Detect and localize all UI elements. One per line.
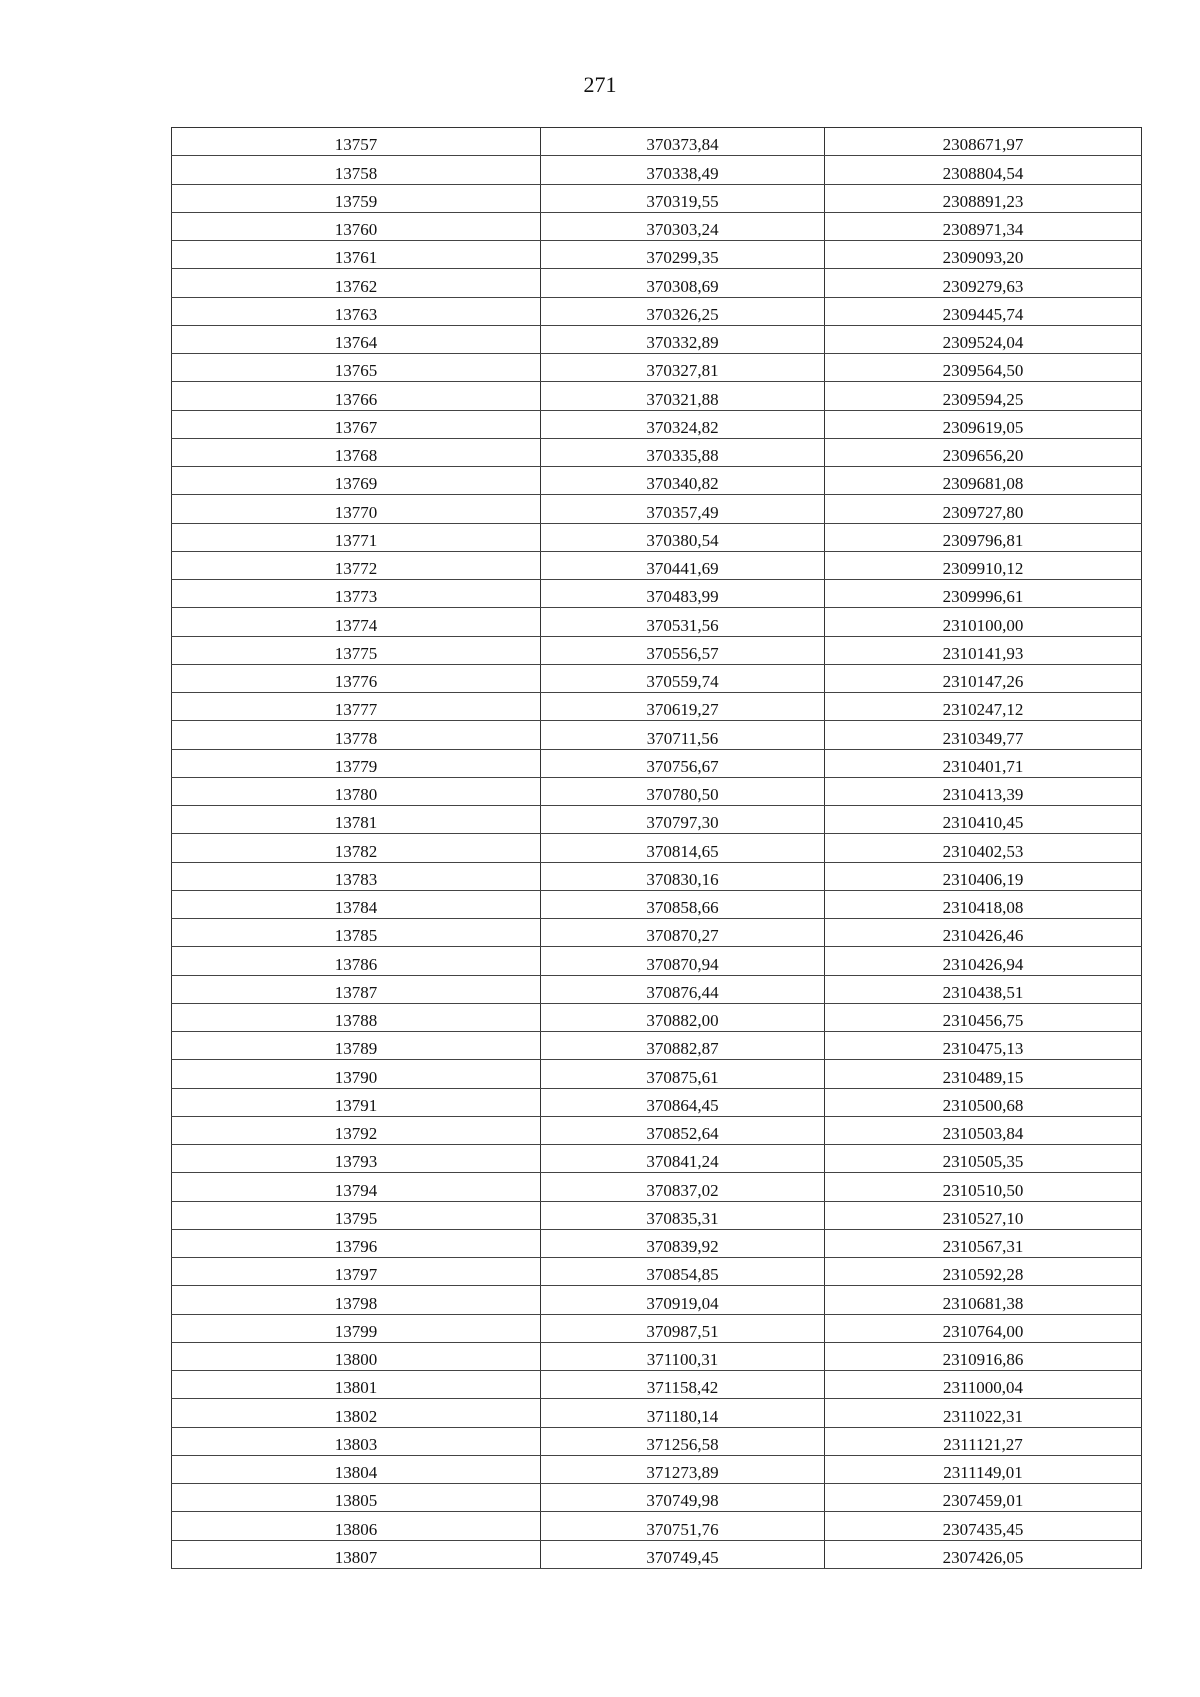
y-coordinate-cell: 2310426,94 — [825, 947, 1142, 975]
table-row — [172, 1484, 1142, 1512]
x-coordinate-cell: 370841,24 — [541, 1145, 825, 1173]
y-coordinate-cell: 2309093,20 — [825, 241, 1142, 269]
x-coordinate-cell: 371273,89 — [541, 1455, 825, 1483]
y-coordinate-cell: 2309524,04 — [825, 325, 1142, 353]
table-row — [172, 1455, 1142, 1483]
table-row — [172, 1512, 1142, 1540]
table-row — [172, 1229, 1142, 1257]
table-row — [172, 1145, 1142, 1173]
x-coordinate-cell: 370380,54 — [541, 523, 825, 551]
point-number-cell: 13764 — [172, 325, 541, 353]
x-coordinate-cell: 370303,24 — [541, 212, 825, 240]
table-row — [172, 975, 1142, 1003]
x-coordinate-cell: 370324,82 — [541, 410, 825, 438]
x-coordinate-cell: 370326,25 — [541, 297, 825, 325]
point-number-cell: 13788 — [172, 1003, 541, 1031]
table-row — [172, 1003, 1142, 1031]
point-number-cell: 13774 — [172, 608, 541, 636]
table-row — [172, 890, 1142, 918]
point-number-cell: 13786 — [172, 947, 541, 975]
x-coordinate-cell: 370837,02 — [541, 1173, 825, 1201]
table-row — [172, 241, 1142, 269]
x-coordinate-cell: 370814,65 — [541, 834, 825, 862]
point-number-cell: 13757 — [172, 128, 541, 156]
y-coordinate-cell: 2310475,13 — [825, 1032, 1142, 1060]
table-row — [172, 1342, 1142, 1370]
y-coordinate-cell: 2310489,15 — [825, 1060, 1142, 1088]
y-coordinate-cell: 2308671,97 — [825, 128, 1142, 156]
point-number-cell: 13768 — [172, 438, 541, 466]
point-number-cell: 13804 — [172, 1455, 541, 1483]
table-row — [172, 1258, 1142, 1286]
y-coordinate-cell: 2309279,63 — [825, 269, 1142, 297]
page-number: 271 — [583, 72, 617, 97]
table-row — [172, 608, 1142, 636]
x-coordinate-cell: 370321,88 — [541, 382, 825, 410]
table-row — [172, 580, 1142, 608]
table-row — [172, 693, 1142, 721]
y-coordinate-cell: 2311000,04 — [825, 1371, 1142, 1399]
x-coordinate-cell: 370882,87 — [541, 1032, 825, 1060]
table-row — [172, 128, 1142, 156]
y-coordinate-cell: 2309564,50 — [825, 354, 1142, 382]
table-row — [172, 664, 1142, 692]
y-coordinate-cell: 2310418,08 — [825, 890, 1142, 918]
y-coordinate-cell: 2310141,93 — [825, 636, 1142, 664]
point-number-cell: 13782 — [172, 834, 541, 862]
point-number-cell: 13802 — [172, 1399, 541, 1427]
point-number-cell: 13799 — [172, 1314, 541, 1342]
table-row — [172, 1286, 1142, 1314]
table-row — [172, 156, 1142, 184]
y-coordinate-cell: 2308804,54 — [825, 156, 1142, 184]
y-coordinate-cell: 2310567,31 — [825, 1229, 1142, 1257]
y-coordinate-cell: 2311022,31 — [825, 1399, 1142, 1427]
x-coordinate-cell: 370875,61 — [541, 1060, 825, 1088]
x-coordinate-cell: 371100,31 — [541, 1342, 825, 1370]
point-number-cell: 13773 — [172, 580, 541, 608]
point-number-cell: 13801 — [172, 1371, 541, 1399]
y-coordinate-cell: 2310510,50 — [825, 1173, 1142, 1201]
point-number-cell: 13805 — [172, 1484, 541, 1512]
point-number-cell: 13767 — [172, 410, 541, 438]
point-number-cell: 13769 — [172, 467, 541, 495]
point-number-cell: 13792 — [172, 1116, 541, 1144]
table-row — [172, 523, 1142, 551]
table-row — [172, 1116, 1142, 1144]
y-coordinate-cell: 2308971,34 — [825, 212, 1142, 240]
point-number-cell: 13771 — [172, 523, 541, 551]
x-coordinate-cell: 370987,51 — [541, 1314, 825, 1342]
point-number-cell: 13778 — [172, 721, 541, 749]
x-coordinate-cell: 370797,30 — [541, 806, 825, 834]
point-number-cell: 13760 — [172, 212, 541, 240]
y-coordinate-cell: 2310349,77 — [825, 721, 1142, 749]
point-number-cell: 13807 — [172, 1540, 541, 1568]
x-coordinate-cell: 370327,81 — [541, 354, 825, 382]
point-number-cell: 13789 — [172, 1032, 541, 1060]
point-number-cell: 13766 — [172, 382, 541, 410]
point-number-cell: 13803 — [172, 1427, 541, 1455]
point-number-cell: 13806 — [172, 1512, 541, 1540]
x-coordinate-cell: 370852,64 — [541, 1116, 825, 1144]
table-row — [172, 1088, 1142, 1116]
point-number-cell: 13795 — [172, 1201, 541, 1229]
point-number-cell: 13761 — [172, 241, 541, 269]
x-coordinate-cell: 371180,14 — [541, 1399, 825, 1427]
x-coordinate-cell: 370835,31 — [541, 1201, 825, 1229]
x-coordinate-cell: 370870,94 — [541, 947, 825, 975]
point-number-cell: 13796 — [172, 1229, 541, 1257]
x-coordinate-cell: 370870,27 — [541, 919, 825, 947]
table-row — [172, 1201, 1142, 1229]
x-coordinate-cell: 370319,55 — [541, 184, 825, 212]
x-coordinate-cell: 370483,99 — [541, 580, 825, 608]
x-coordinate-cell: 370441,69 — [541, 551, 825, 579]
table-row — [172, 834, 1142, 862]
y-coordinate-cell: 2310500,68 — [825, 1088, 1142, 1116]
y-coordinate-cell: 2310916,86 — [825, 1342, 1142, 1370]
x-coordinate-cell: 370839,92 — [541, 1229, 825, 1257]
y-coordinate-cell: 2311121,27 — [825, 1427, 1142, 1455]
table-row — [172, 1399, 1142, 1427]
point-number-cell: 13758 — [172, 156, 541, 184]
y-coordinate-cell: 2310406,19 — [825, 862, 1142, 890]
x-coordinate-cell: 370373,84 — [541, 128, 825, 156]
point-number-cell: 13780 — [172, 777, 541, 805]
y-coordinate-cell: 2309619,05 — [825, 410, 1142, 438]
y-coordinate-cell: 2309996,61 — [825, 580, 1142, 608]
point-number-cell: 13776 — [172, 664, 541, 692]
y-coordinate-cell: 2307435,45 — [825, 1512, 1142, 1540]
x-coordinate-cell: 370882,00 — [541, 1003, 825, 1031]
x-coordinate-cell: 370335,88 — [541, 438, 825, 466]
x-coordinate-cell: 370858,66 — [541, 890, 825, 918]
point-number-cell: 13791 — [172, 1088, 541, 1116]
y-coordinate-cell: 2310147,26 — [825, 664, 1142, 692]
x-coordinate-cell: 370559,74 — [541, 664, 825, 692]
point-number-cell: 13794 — [172, 1173, 541, 1201]
table-row — [172, 551, 1142, 579]
table-row — [172, 1540, 1142, 1568]
point-number-cell: 13797 — [172, 1258, 541, 1286]
point-number-cell: 13762 — [172, 269, 541, 297]
y-coordinate-cell: 2310456,75 — [825, 1003, 1142, 1031]
point-number-cell: 13783 — [172, 862, 541, 890]
table-row — [172, 1060, 1142, 1088]
table-row — [172, 721, 1142, 749]
table-row — [172, 297, 1142, 325]
x-coordinate-cell: 370749,45 — [541, 1540, 825, 1568]
point-number-cell: 13779 — [172, 749, 541, 777]
x-coordinate-cell: 370332,89 — [541, 325, 825, 353]
x-coordinate-cell: 370919,04 — [541, 1286, 825, 1314]
point-number-cell: 13785 — [172, 919, 541, 947]
x-coordinate-cell: 370711,56 — [541, 721, 825, 749]
x-coordinate-cell: 370876,44 — [541, 975, 825, 1003]
y-coordinate-cell: 2309727,80 — [825, 495, 1142, 523]
table-row — [172, 354, 1142, 382]
table-row — [172, 862, 1142, 890]
x-coordinate-cell: 370830,16 — [541, 862, 825, 890]
table-row — [172, 495, 1142, 523]
point-number-cell: 13770 — [172, 495, 541, 523]
table-row — [172, 410, 1142, 438]
y-coordinate-cell: 2310503,84 — [825, 1116, 1142, 1144]
table-row — [172, 947, 1142, 975]
point-number-cell: 13777 — [172, 693, 541, 721]
y-coordinate-cell: 2309656,20 — [825, 438, 1142, 466]
x-coordinate-cell: 370854,85 — [541, 1258, 825, 1286]
table-row — [172, 1173, 1142, 1201]
y-coordinate-cell: 2309681,08 — [825, 467, 1142, 495]
y-coordinate-cell: 2310402,53 — [825, 834, 1142, 862]
point-number-cell: 13759 — [172, 184, 541, 212]
point-number-cell: 13772 — [172, 551, 541, 579]
y-coordinate-cell: 2310426,46 — [825, 919, 1142, 947]
table-row — [172, 438, 1142, 466]
x-coordinate-cell: 371158,42 — [541, 1371, 825, 1399]
x-coordinate-cell: 370749,98 — [541, 1484, 825, 1512]
y-coordinate-cell: 2309796,81 — [825, 523, 1142, 551]
x-coordinate-cell: 370556,57 — [541, 636, 825, 664]
table-row — [172, 1032, 1142, 1060]
y-coordinate-cell: 2309594,25 — [825, 382, 1142, 410]
point-number-cell: 13790 — [172, 1060, 541, 1088]
y-coordinate-cell: 2310681,38 — [825, 1286, 1142, 1314]
table-row — [172, 806, 1142, 834]
y-coordinate-cell: 2307426,05 — [825, 1540, 1142, 1568]
y-coordinate-cell: 2310438,51 — [825, 975, 1142, 1003]
table-row — [172, 467, 1142, 495]
y-coordinate-cell: 2309910,12 — [825, 551, 1142, 579]
y-coordinate-cell: 2310764,00 — [825, 1314, 1142, 1342]
point-number-cell: 13775 — [172, 636, 541, 664]
table-row — [172, 269, 1142, 297]
x-coordinate-cell: 370780,50 — [541, 777, 825, 805]
x-coordinate-cell: 370308,69 — [541, 269, 825, 297]
x-coordinate-cell: 370619,27 — [541, 693, 825, 721]
y-coordinate-cell: 2311149,01 — [825, 1455, 1142, 1483]
table-row — [172, 325, 1142, 353]
table-row — [172, 749, 1142, 777]
point-number-cell: 13798 — [172, 1286, 541, 1314]
y-coordinate-cell: 2308891,23 — [825, 184, 1142, 212]
y-coordinate-cell: 2310527,10 — [825, 1201, 1142, 1229]
table-row — [172, 1371, 1142, 1399]
point-number-cell: 13787 — [172, 975, 541, 1003]
coordinates-table — [171, 127, 1142, 1569]
y-coordinate-cell: 2310247,12 — [825, 693, 1142, 721]
x-coordinate-cell: 370531,56 — [541, 608, 825, 636]
point-number-cell: 13784 — [172, 890, 541, 918]
point-number-cell: 13765 — [172, 354, 541, 382]
y-coordinate-cell: 2310505,35 — [825, 1145, 1142, 1173]
table-row — [172, 919, 1142, 947]
point-number-cell: 13763 — [172, 297, 541, 325]
y-coordinate-cell: 2310592,28 — [825, 1258, 1142, 1286]
y-coordinate-cell: 2310413,39 — [825, 777, 1142, 805]
table-row — [172, 184, 1142, 212]
table-row — [172, 1427, 1142, 1455]
y-coordinate-cell: 2310410,45 — [825, 806, 1142, 834]
x-coordinate-cell: 370340,82 — [541, 467, 825, 495]
x-coordinate-cell: 370338,49 — [541, 156, 825, 184]
point-number-cell: 13781 — [172, 806, 541, 834]
table-row — [172, 382, 1142, 410]
x-coordinate-cell: 370756,67 — [541, 749, 825, 777]
x-coordinate-cell: 370299,35 — [541, 241, 825, 269]
y-coordinate-cell: 2307459,01 — [825, 1484, 1142, 1512]
y-coordinate-cell: 2310401,71 — [825, 749, 1142, 777]
table-row — [172, 777, 1142, 805]
x-coordinate-cell: 370751,76 — [541, 1512, 825, 1540]
x-coordinate-cell: 371256,58 — [541, 1427, 825, 1455]
table-row — [172, 636, 1142, 664]
coordinates-table-body — [172, 128, 1142, 1569]
y-coordinate-cell: 2309445,74 — [825, 297, 1142, 325]
table-row — [172, 1314, 1142, 1342]
point-number-cell: 13793 — [172, 1145, 541, 1173]
y-coordinate-cell: 2310100,00 — [825, 608, 1142, 636]
x-coordinate-cell: 370864,45 — [541, 1088, 825, 1116]
point-number-cell: 13800 — [172, 1342, 541, 1370]
x-coordinate-cell: 370357,49 — [541, 495, 825, 523]
table-row — [172, 212, 1142, 240]
